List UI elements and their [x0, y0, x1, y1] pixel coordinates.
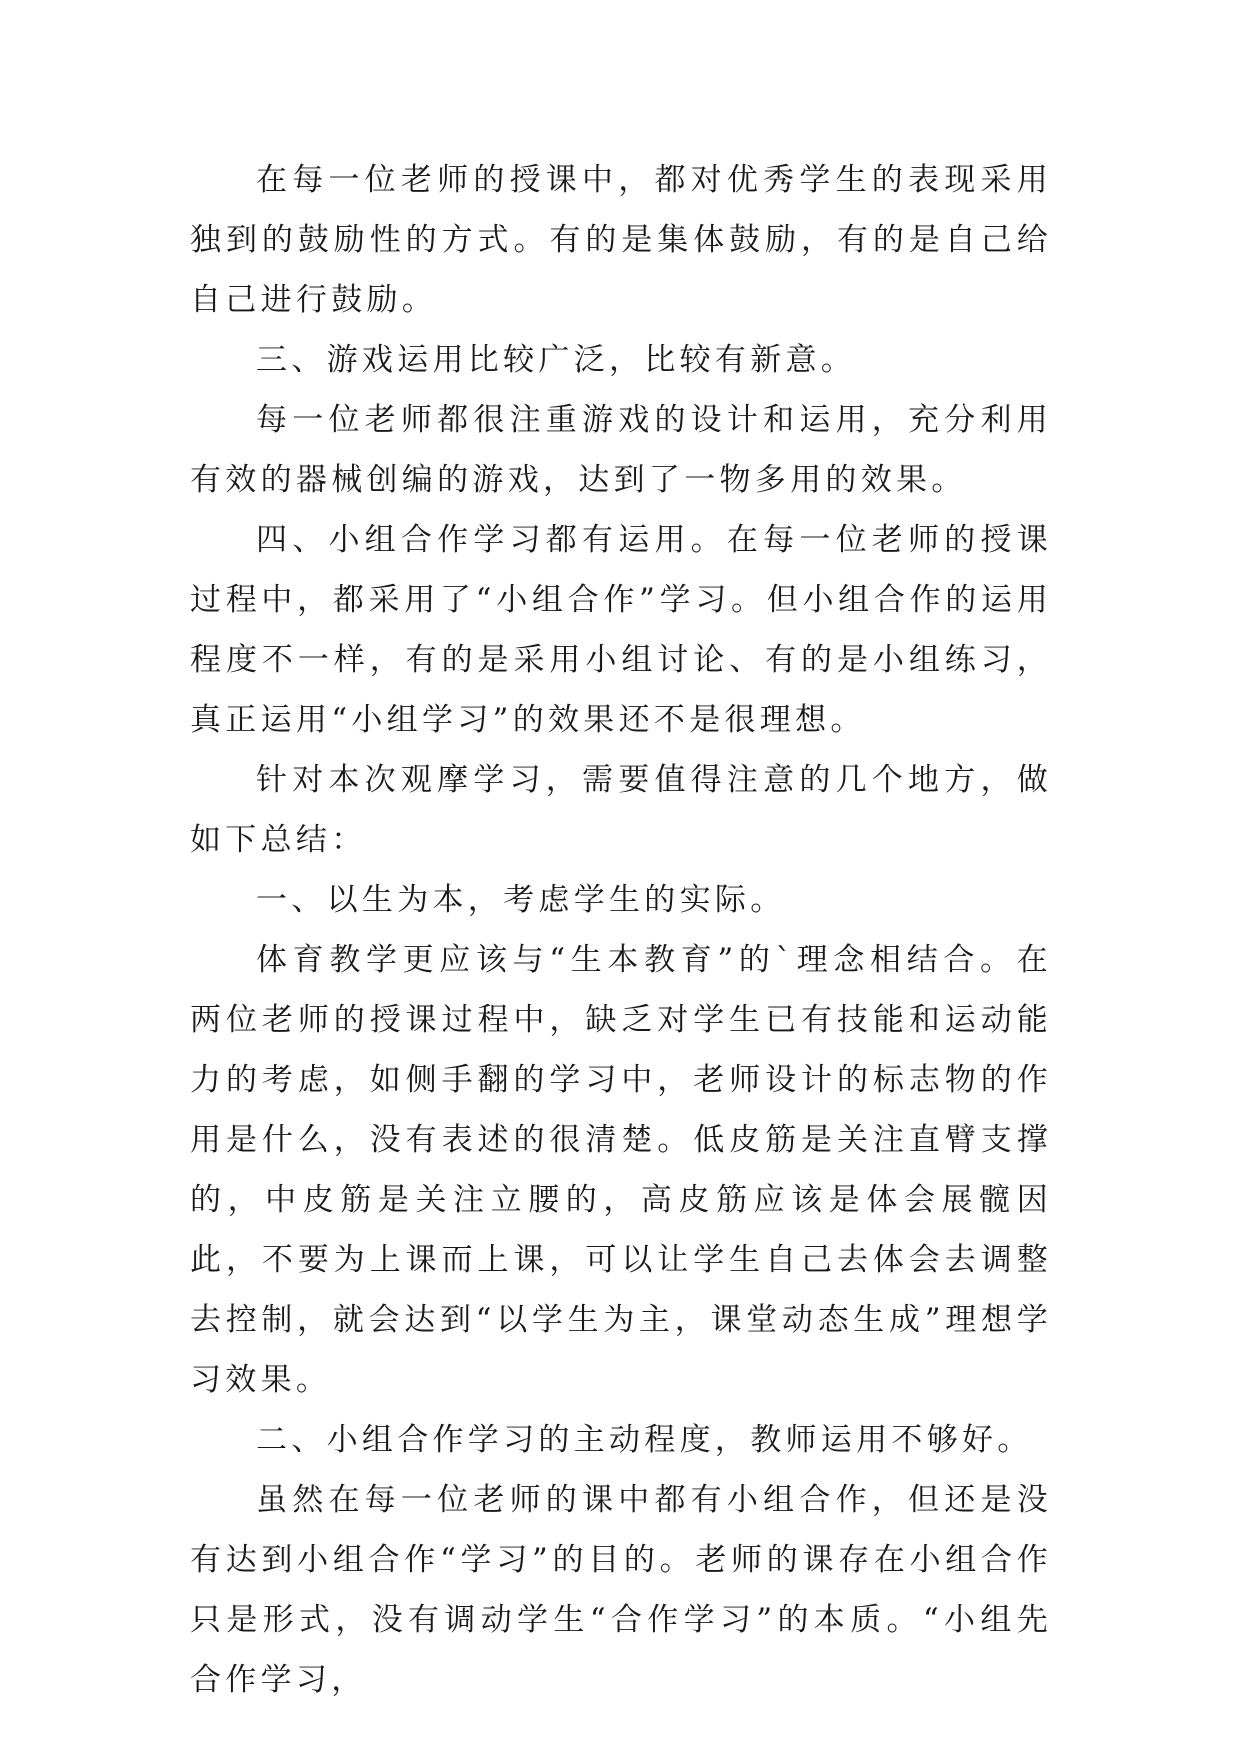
document-body: [190, 150, 1052, 1710]
paragraph-group-cooperation: 四、小组合作学习都有运用。在每一位老师的授课过程中，都采用了“小组合作”学习。但小组合作的运用程度不一样，有的是采用小组讨论、有的是小组练习，真正运用“小组学习”的效果还不是很理想。: [190, 522, 1052, 738]
heading-group-initiative: 二、小组合作学习的主动程度，教师运用不够好。: [256, 1422, 1033, 1458]
heading-games: 三、游戏运用比较广泛，比较有新意。: [256, 342, 857, 378]
paragraph-games: 每一位老师都很注重游戏的设计和运用，充分利用有效的器械创编的游戏，达到了一物多用的效果。: [190, 402, 1052, 498]
paragraph-group-initiative: 虽然在每一位老师的课中都有小组合作，但还是没有达到小组合作“学习”的目的。老师的课存在小组合作只是形式，没有调动学生“合作学习”的本质。“小组先合作学习，: [190, 1482, 1052, 1698]
paragraph-encouragement: 在每一位老师的授课中，都对优秀学生的表现采用独到的鼓励性的方式。有的是集体鼓励，有的是自己给自己进行鼓励。: [190, 162, 1052, 318]
paragraph-summary-intro: 针对本次观摩学习，需要值得注意的几个地方，做如下总结：: [190, 762, 1052, 858]
paragraph-student-centered: 体育教学更应该与“生本教育”的`理念相结合。在两位老师的授课过程中，缺乏对学生已有技能和运动能力的考虑，如侧手翻的学习中，老师设计的标志物的作用是什么，没有表述的很清楚。低皮筋是关注直臂支撑的，中皮筋是关注立腰的，高皮筋应该是体会展髋因此，不要为上课而上课，可以让学生自己去体会去调整去控制，就会达到“以学生为主，课堂动态生成”理想学习效果。: [190, 942, 1052, 1398]
heading-student-centered: 一、以生为本，考虑学生的实际。: [256, 882, 786, 918]
